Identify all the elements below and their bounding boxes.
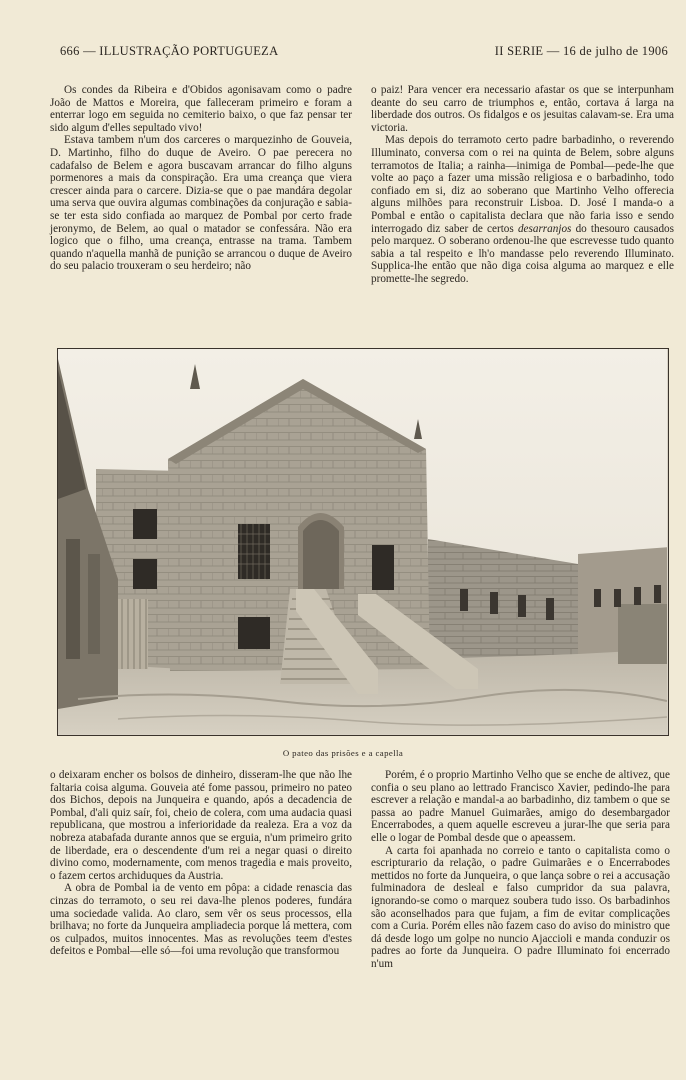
column-top-left — [50, 84, 352, 273]
text-run: Mas depois do terramoto certo padre barbadinho, o reverendo Illuminato, conversa com o rei na quinta de Belem, sobre alguns terramotos de Italia; a rainha—inimiga de Pombal—pede-lhe que volte ao paço a fazer uma missão religiosa e o barbadinho, todo confiado em si, diz ao soberano que Martinho Velho offerecia alguns milhões para reconstruir Lisboa. D. José I manda-o a Pombal e então o capitalista declara que não faria isso e sendo interrogado diz saber de certos — [371, 134, 674, 235]
photo-caption: O pateo das prisões e a capella — [282, 748, 404, 758]
column-bottom-left — [50, 769, 352, 958]
paragraph: A carta foi apanhada no correio e tanto o capitalista como o escripturario da relação, o padre Guimarães e o Encerrabodes mettidos no forte da Junqueira, o que lança sobre o rei a accusação fulminadora de desleal e falso cumpridor da sua palavra, ignorando-se como o marquez soubera tudo isso. Os barbadinhos são aconselhados para que fujam, a fim de evitar complicações com a Curia. Porém elles não fazem caso do aviso do ministro que dá desde logo um golpe no nuncio Ajaccioli e manda conduzir os padres ao forte da Junqueira. O padre Illuminato foi encerrado n'um — [371, 844, 670, 970]
italic-term: desarranjos — [517, 222, 572, 235]
paragraph: o paiz! Para vencer era necessario afastar os que se interpunham deante do seu carro de triumphos e, então, cortava á larga na liberdade dos outros. Os fidalgos e os jesuitas calavam-se. Era uma victoria. — [371, 84, 674, 134]
page-number-title: 666 — ILLUSTRAÇÃO PORTUGUEZA — [60, 44, 279, 58]
text-run: do thesouro causados pelo marquez. O soberano ordenou-lhe que escrevesse tudo quanto sabia a tal respeito e lh'o mandasse pelo reverendo Illuminato. Supplica-lhe então que não diga coisa alguma ao marquez e elle promette-lhe segredo. — [371, 222, 675, 285]
paragraph: A obra de Pombal ia de vento em pôpa: a cidade renascia das cinzas do terramoto, o seu rei dava-lhe plenos poderes, fundára uma sociedade valida. Ao claro, sem vêr os seus processos, ella brilhava; no forte da Junqueira ampliadecia porque lá mettera, com os culpados, muitos innocentes. Mas as revoluções teem d'estes defeitos e Pombal—elle só—foi uma revolução que transformou — [50, 882, 352, 958]
paragraph: o deixaram encher os bolsos de dinheiro, disseram-lhe que não lhe faltaria coisa alguma. Gouveia até fome passou, primeiro no pateo dos Bichos, depois na Junqueira e quando, após a decadencia de Pombal, d'ali quiz saír, foi, cheio de colera, com uma audacia quasi republicana, que mostrou a inferioridade da realeza. Era a voz da nobreza atabafada durante annos que se erguia, n'um primeiro grito de liberdade, era o descendente d'um rei a negar quasi o direito divino como, modernamente, com menos tragedia e mais proveito, o fazem certos archiduques da Austria. — [50, 769, 352, 882]
photo-illustration — [58, 349, 667, 734]
paragraph: Estava tambem n'um dos carceres o marquezinho de Gouveia, D. Martinho, filho do duque de Aveiro. O pae perecera no cadafalso de Belem e agora buscavam arrancar do filho alguns pormenores a mais da conspiração. Era uma creança que viera crescer ainda para o carcere. Dizia-se que o pae mandára degolar uma serva que ouvira algumas combinações da conjuração e sabia-se ter esta sido confiada ao marquez de Pombal por certo frade jeronymo, de Belem, ao qual o matador se confessára. Não era logico que o filho, uma creança, entrasse na trama. Tambem quando n'aquella manhã de punição se arrancou o duque de Aveiro do seu palacio trouxeram o seu herdeiro; não — [50, 134, 352, 273]
issue-date: II SERIE — 16 de julho de 1906 — [494, 44, 668, 58]
paragraph: Porém, é o proprio Martinho Velho que se enche de altivez, que confia o seu plano ao lettrado Francisco Xavier, pedindo-lhe para escrever a relação e mandal-a ao barbadinho, diz tambem o que se passa ao padre Manuel Guimarães, amigo do desembargador Encerrabodes, a quem aquelle escreveu a jurar-lhe que seria para elle o logar de Pombal desde que o apeassem. — [371, 769, 670, 844]
prison-courtyard-photo — [57, 348, 669, 736]
paragraph — [371, 134, 674, 285]
page-header — [60, 44, 668, 62]
column-top-right — [371, 84, 674, 286]
column-bottom-right — [371, 769, 670, 971]
paragraph: Os condes da Ribeira e d'Obidos agonisavam como o padre João de Mattos e Moreira, que falleceram primeiro e foram a enterrar logo em seguida no cemiterio baixo, o que faz pensar ter sido algum d'elles sepultado vivo! — [50, 84, 352, 134]
